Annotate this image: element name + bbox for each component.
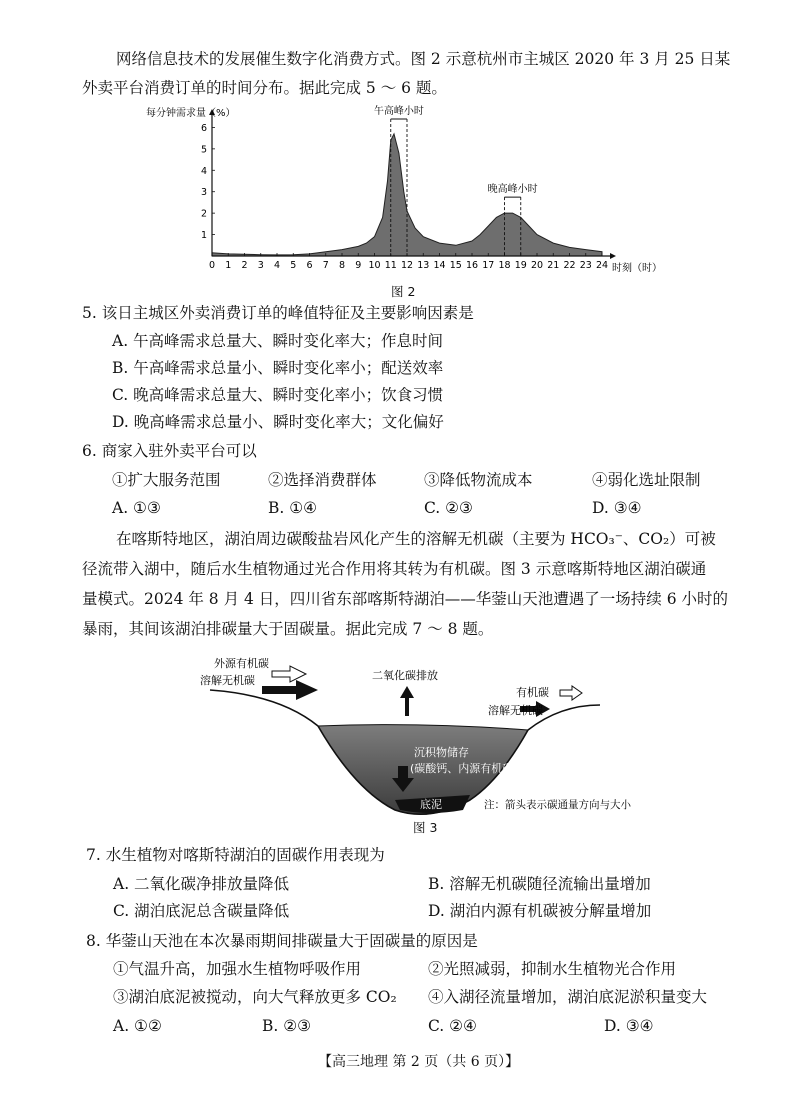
q8-stem: 8. 华蓥山天池在本次暴雨期间排碳量大于固碳量的原因是 bbox=[86, 932, 478, 950]
x-tick-label: 13 bbox=[417, 260, 430, 271]
x-tick-label: 9 bbox=[355, 260, 362, 271]
x-tick-label: 22 bbox=[563, 260, 576, 271]
q6-item-1: ①扩大服务范围 bbox=[112, 471, 221, 489]
y-tick-label: 1 bbox=[200, 230, 207, 242]
x-tick-label: 2 bbox=[241, 260, 248, 271]
y-tick-label: 3 bbox=[200, 187, 207, 199]
label-out-inorganic: 溶解无机碳 bbox=[488, 704, 543, 717]
q6-item-3: ③降低物流成本 bbox=[424, 471, 533, 489]
fig3-caption: 图 3 bbox=[413, 820, 438, 835]
x-tick-label: 14 bbox=[433, 260, 446, 271]
peak-label: 午高峰小时 bbox=[373, 106, 424, 117]
y-axis-label: 每分钟需求量（%） bbox=[146, 108, 236, 119]
x-tick-label: 10 bbox=[368, 260, 381, 271]
q6-item-2: ②选择消费群体 bbox=[268, 471, 377, 489]
q7-option-d: D. 湖泊内源有机碳被分解量增加 bbox=[428, 902, 652, 920]
q5-option-c: C. 晚高峰需求总量大、瞬时变化率小；饮食习惯 bbox=[112, 386, 444, 404]
intro2-line4: 暴雨，其间该湖泊排碳量大于固碳量。据此完成 7 ～ 8 题。 bbox=[82, 620, 494, 638]
fig2-caption: 图 2 bbox=[391, 284, 416, 299]
q7-option-c: C. 湖泊底泥总含碳量降低 bbox=[113, 902, 290, 920]
x-tick-label: 23 bbox=[579, 260, 592, 271]
q6-option-b: B. ①④ bbox=[268, 499, 318, 517]
x-tick-label: 24 bbox=[595, 260, 609, 271]
q7-option-a: A. 二氧化碳净排放量降低 bbox=[113, 875, 290, 893]
x-tick-label: 3 bbox=[257, 260, 264, 271]
x-tick-label: 15 bbox=[449, 260, 462, 271]
label-bottom-mud: 底泥 bbox=[420, 798, 442, 811]
outflow-organic-arrow bbox=[560, 686, 582, 700]
q8-option-d: D. ③④ bbox=[604, 1017, 654, 1035]
q6-item-4: ④弱化选址限制 bbox=[592, 471, 701, 489]
x-tick-label: 19 bbox=[514, 260, 527, 271]
x-tick-label: 12 bbox=[400, 260, 414, 271]
q6-option-d: D. ③④ bbox=[592, 499, 642, 517]
demand-chart bbox=[0, 100, 800, 300]
inflow-inorganic-arrow bbox=[262, 680, 318, 700]
x-tick-label: 11 bbox=[384, 260, 397, 271]
x-tick-label: 4 bbox=[273, 260, 281, 271]
y-tick-label: 5 bbox=[200, 144, 207, 156]
label-in-inorganic: 溶解无机碳 bbox=[200, 674, 255, 687]
q5-option-b: B. 午高峰需求总量小、瞬时变化率小；配送效率 bbox=[112, 359, 444, 377]
q5-option-a: A. 午高峰需求总量大、瞬时变化率大；作息时间 bbox=[112, 332, 444, 350]
q5-option-d: D. 晚高峰需求总量小、瞬时变化率大；文化偏好 bbox=[112, 413, 444, 431]
q8-option-a: A. ①② bbox=[113, 1017, 162, 1035]
q8-item-3: ③湖泊底泥被搅动，向大气释放更多 CO₂ bbox=[113, 988, 397, 1006]
label-sediment-store: 沉积物储存 bbox=[414, 746, 469, 759]
x-tick-label: 17 bbox=[482, 260, 495, 271]
intro2-line2: 径流带入湖中，随后水生植物通过光合作用将其转为有机碳。图 3 示意喀斯特地区湖泊碳通 bbox=[82, 560, 707, 578]
intro2-line1: 在喀斯特地区，湖泊周边碳酸盐岩风化产生的溶解无机碳（主要为 HCO₃⁻、CO₂）可被 bbox=[116, 530, 716, 548]
x-tick-label: 0 bbox=[208, 260, 216, 271]
q8-option-c: C. ②④ bbox=[428, 1017, 477, 1035]
q7-stem: 7. 水生植物对喀斯特湖泊的固碳作用表现为 bbox=[86, 846, 385, 864]
q6-stem: 6. 商家入驻外卖平台可以 bbox=[82, 442, 257, 460]
diagram-note: 注：箭头表示碳通量方向与大小 bbox=[484, 799, 631, 811]
y-tick-label: 6 bbox=[200, 122, 207, 134]
x-tick-label: 5 bbox=[290, 260, 297, 271]
label-in-organic: 外源有机碳 bbox=[214, 657, 269, 670]
q8-item-1: ①气温升高，加强水生植物呼吸作用 bbox=[113, 960, 362, 978]
x-tick-label: 7 bbox=[322, 260, 329, 271]
q8-option-b: B. ②③ bbox=[262, 1017, 312, 1035]
q8-item-4: ④入湖径流量增加，湖泊底泥淤积量变大 bbox=[428, 988, 708, 1006]
carbon-flux-diagram bbox=[0, 650, 800, 830]
q5-stem: 5. 该日主城区外卖消费订单的峰值特征及主要影响因素是 bbox=[82, 304, 474, 322]
peak-label: 晚高峰小时 bbox=[487, 184, 538, 196]
x-tick-label: 8 bbox=[338, 260, 346, 271]
label-co2: 二氧化碳排放 bbox=[372, 669, 438, 682]
x-tick-label: 20 bbox=[530, 260, 544, 271]
x-tick-label: 21 bbox=[547, 260, 560, 271]
page-footer: 【高三地理 第 2 页（共 6 页）】 bbox=[318, 1054, 520, 1070]
q6-option-a: A. ①③ bbox=[112, 499, 161, 517]
intro1-line1: 网络信息技术的发展催生数字化消费方式。图 2 示意杭州市主城区 2020 年 3 月 25 日某 bbox=[116, 50, 731, 68]
x-tick-label: 18 bbox=[498, 260, 511, 271]
x-axis-label: 时刻（时） bbox=[612, 263, 662, 274]
x-tick-label: 1 bbox=[225, 260, 232, 271]
inflow-organic-arrow bbox=[272, 666, 306, 682]
x-tick-label: 6 bbox=[306, 260, 313, 271]
x-tick-label: 16 bbox=[465, 260, 479, 271]
x-axis-arrow bbox=[610, 253, 616, 259]
y-tick-label: 4 bbox=[200, 165, 207, 177]
y-tick-label: 2 bbox=[200, 208, 207, 220]
label-sediment-detail: (碳酸钙、内源有机碳) bbox=[410, 762, 518, 775]
q7-option-b: B. 溶解无机碳随径流输出量增加 bbox=[428, 875, 651, 893]
q8-item-2: ②光照减弱，抑制水生植物光合作用 bbox=[428, 960, 677, 978]
q6-option-c: C. ②③ bbox=[424, 499, 473, 517]
intro2-line3: 量模式。2024 年 8 月 4 日，四川省东部喀斯特湖泊——华蓥山天池遭遇了一场持续 6 小时的 bbox=[82, 590, 729, 608]
intro1-line2: 外卖平台消费订单的时间分布。据此完成 5 ～ 6 题。 bbox=[82, 79, 447, 97]
co2-emission-arrow bbox=[400, 686, 414, 716]
label-out-organic: 有机碳 bbox=[516, 686, 549, 699]
